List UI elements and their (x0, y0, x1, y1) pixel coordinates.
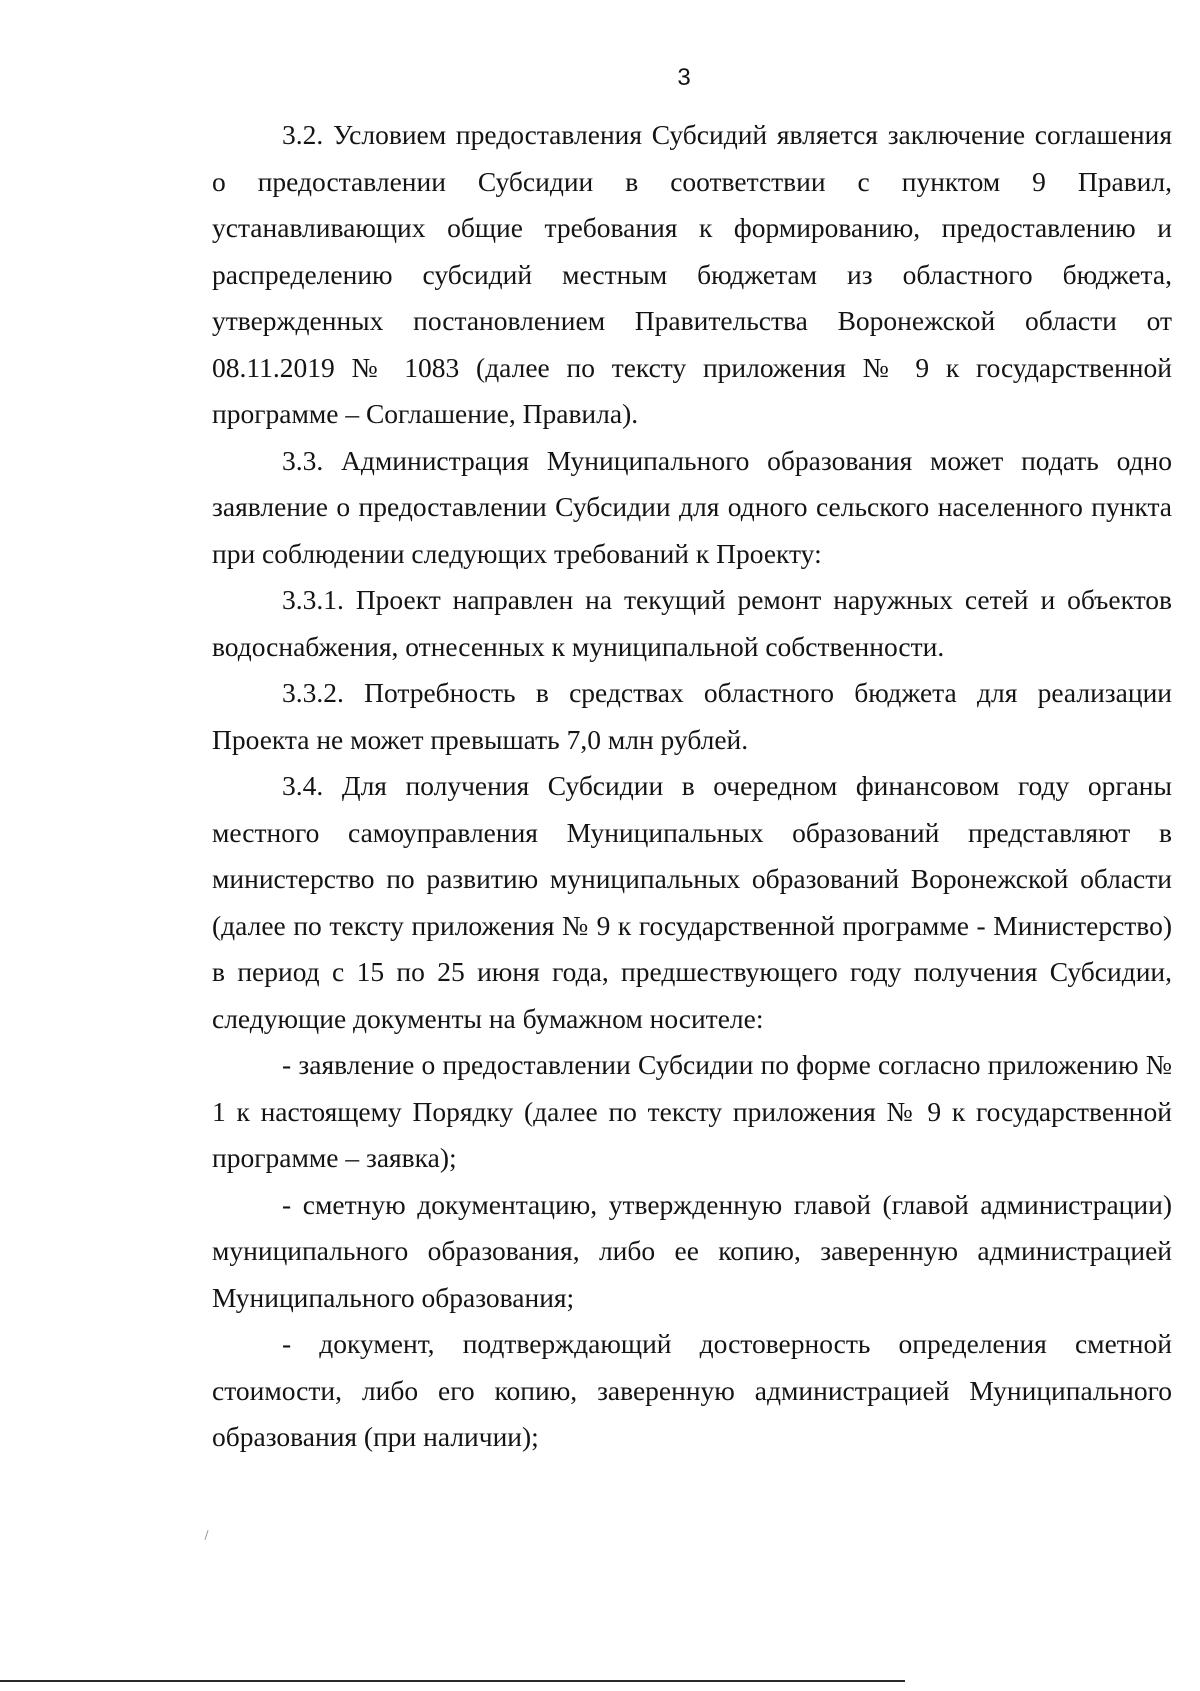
scan-edge-line (0, 1680, 905, 1682)
scan-artifact-mark (204, 1530, 208, 1540)
paragraph-3-2: 3.2. Условием предоставления Субсидий является заключение соглашения о предоставлении Субсидии в соответствии с пунктом 9 Правил, устанавливающих общие требования к формированию, предоставлению и распределению субсидий местным бюджетам из областного бюджета, утвержденных постановлением Правительства Воронежской области от 08.11.2019 № 1083 (далее по тексту приложения № 9 к государственной программе – Соглашение, Правила). (212, 119, 1172, 429)
paragraph-3-3-1: 3.3.1. Проект направлен на текущий ремонт наружных сетей и объектов водоснабжения, отнесенных к муниципальной собственности. (212, 584, 1172, 662)
list-item-application: - заявление о предоставлении Субсидии по форме согласно приложению № 1 к настоящему Порядку (далее по тексту приложения № 9 к государственной программе – заявка); (212, 1049, 1172, 1173)
paragraph-3-3: 3.3. Администрация Муниципального образования может подать одно заявление о предоставлении Субсидии для одного сельского населенного пункта при соблюдении следующих требований к Проекту: (212, 444, 1172, 569)
list-item-estimate-documentation: - сметную документацию, утвержденную главой (главой администрации) муниципального образования, либо ее копию, заверенную администрацией Муниципального образования; (212, 1188, 1172, 1313)
paragraph-3-4: 3.4. Для получения Субсидии в очередном финансовом году органы местного самоуправления Муниципальных образований представляют в министерство по развитию муниципальных образований Воронежской области (далее по тексту приложения № 9 к государственной программе - Министерство) в период с 15 по 25 июня года, предшествующего году получения Субсидии, следующие документы на бумажном носителе: (212, 770, 1172, 1034)
paragraph-3-3-2: 3.3.2. Потребность в средствах областного бюджета для реализации Проекта не может превышать 7,0 млн рублей. (212, 677, 1172, 755)
document-body (212, 112, 1172, 1461)
list-item-cost-verification: - документ, подтверждающий достоверность определения сметной стоимости, либо его копию, заверенную администрацией Муниципального образования (при наличии); (212, 1328, 1172, 1452)
page-number: 3 (677, 64, 691, 91)
